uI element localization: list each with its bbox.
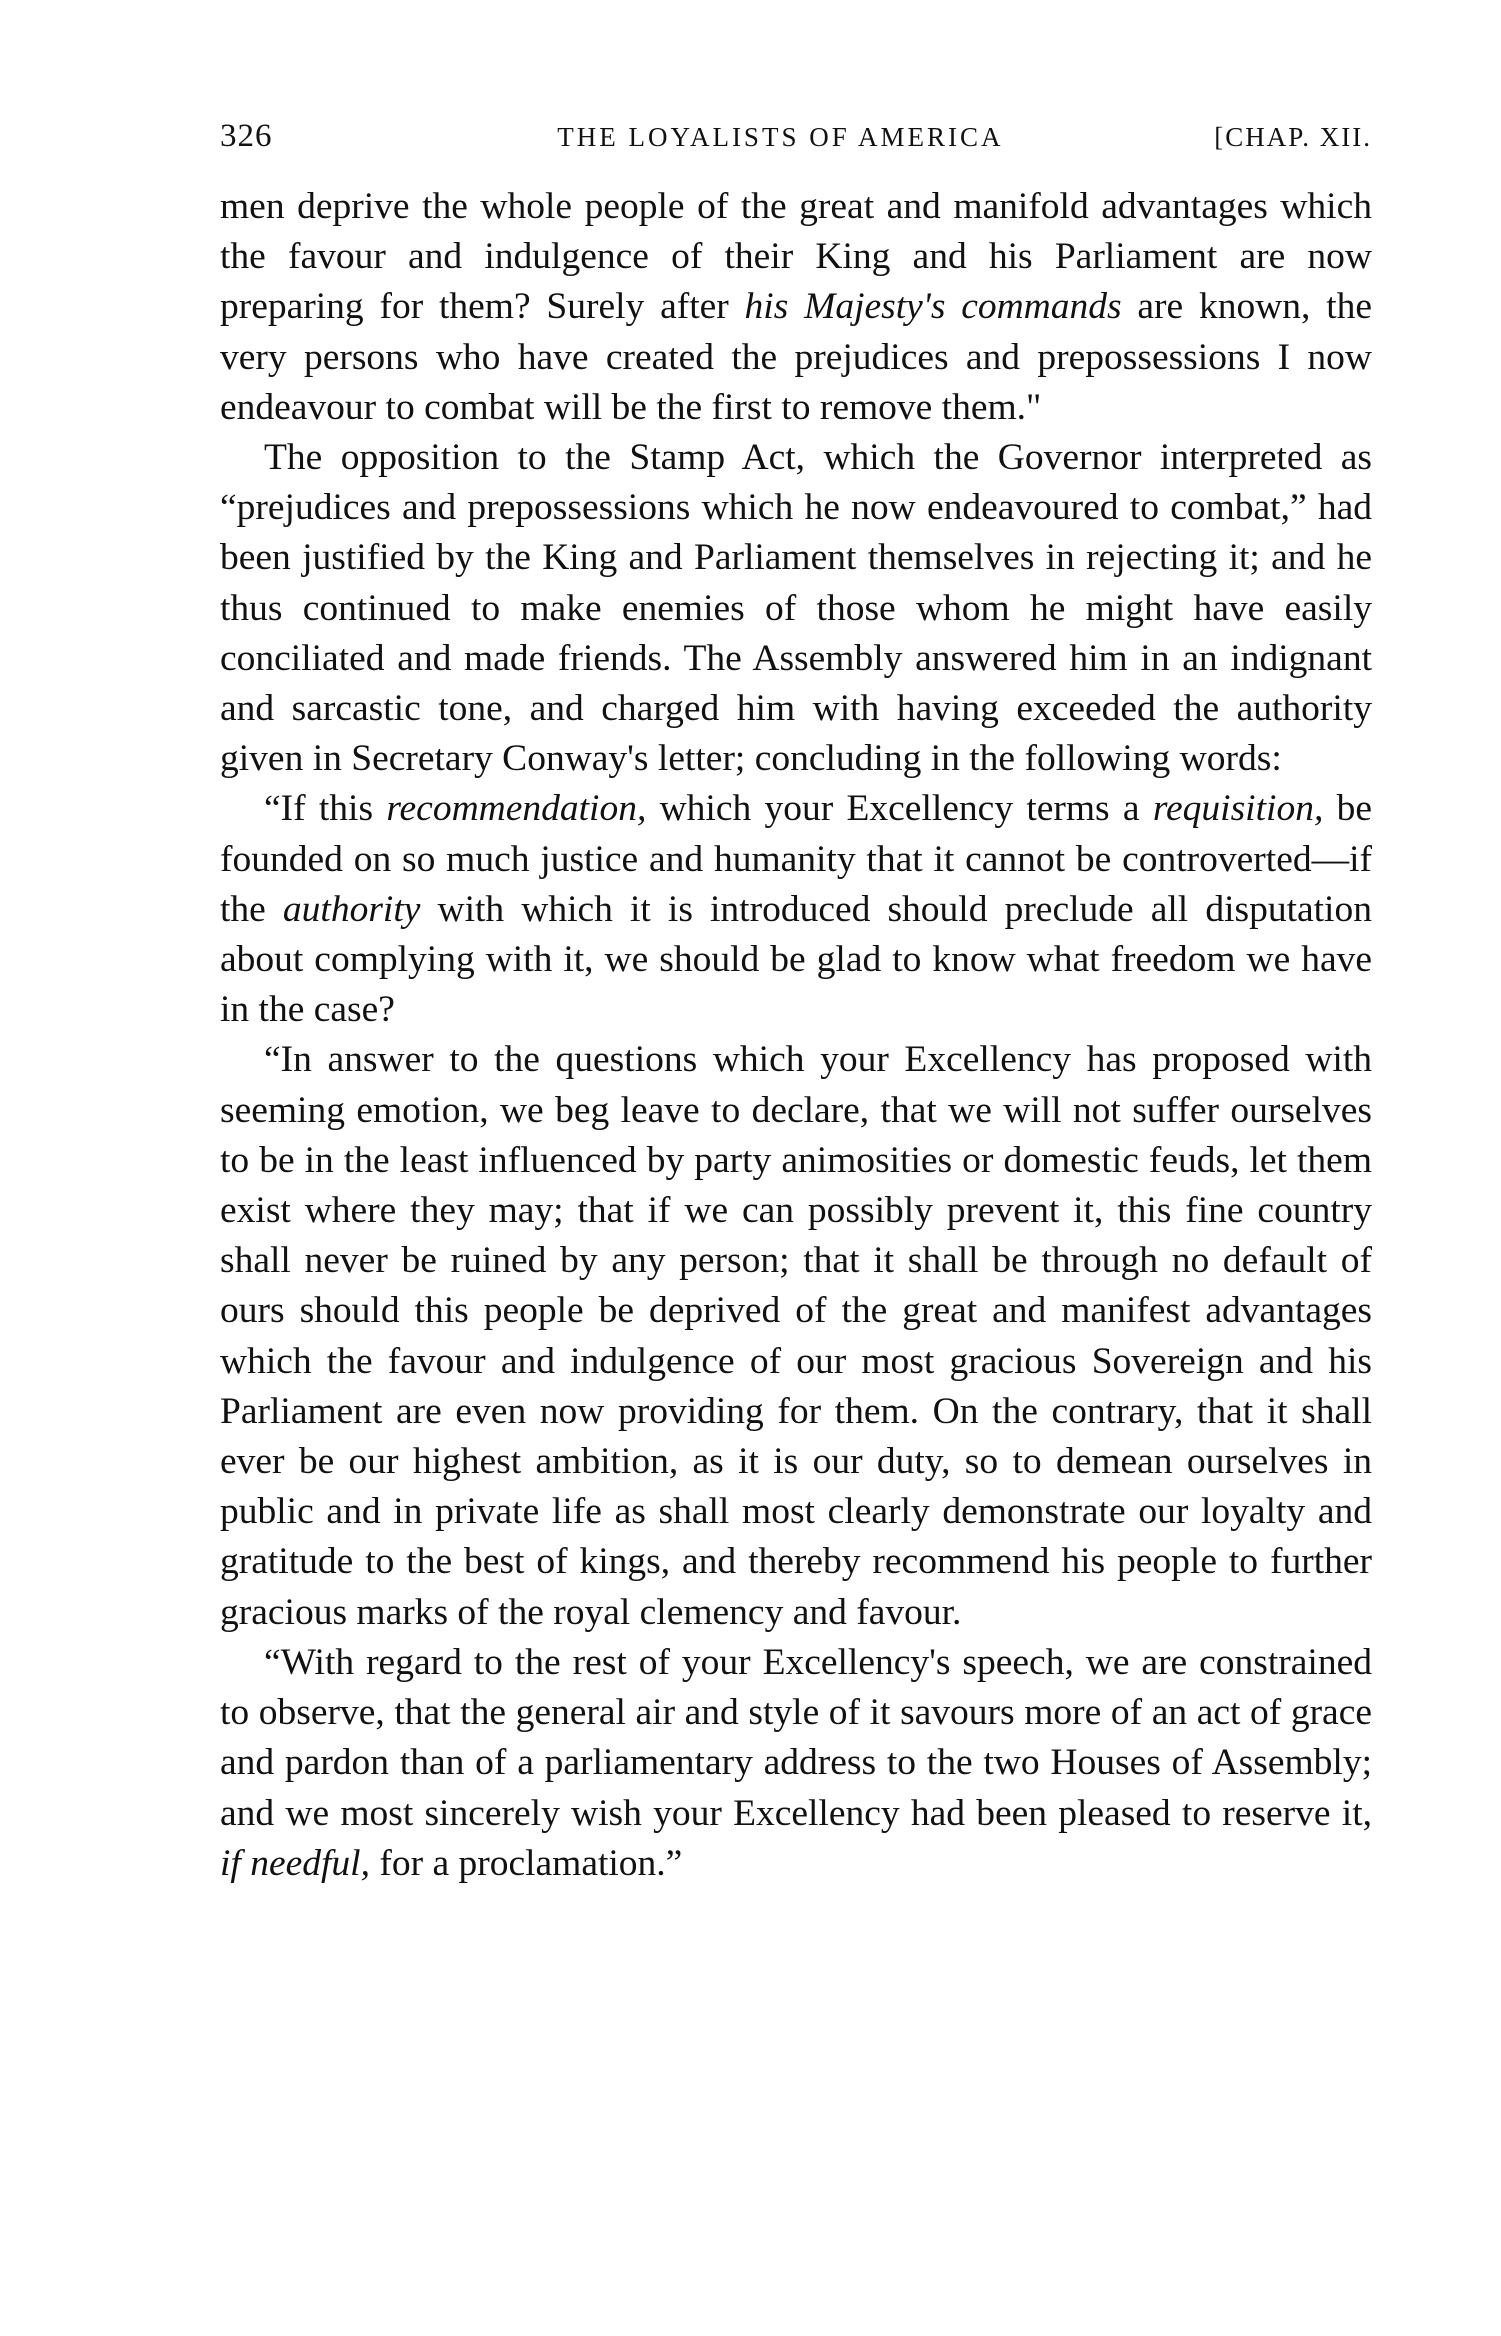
italic-segment: recommendation, — [386, 788, 647, 830]
text-segment: which your Excellency terms a — [646, 788, 1153, 830]
paragraph-answer-quote — [220, 1035, 1372, 1637]
text-segment: for a proclamation.” — [369, 1842, 683, 1884]
body-text — [220, 182, 1372, 1889]
chapter-label: [CHAP. XII. — [1214, 122, 1372, 152]
italic-segment: if needful, — [220, 1842, 370, 1884]
text-segment: men deprive the whole people of the great and manifold advantages which the favour and indulgence of their King and his Parliament are now preparing for them? Surely after — [220, 186, 1372, 328]
italic-segment: authority — [282, 888, 421, 930]
italic-segment: requisition, — [1152, 788, 1324, 830]
book-title: THE LOYALISTS OF AMERICA — [557, 122, 1004, 152]
text-segment: “With regard to the rest of your Excellency's speech, we are constrained to observe, that the general air and style of it savours more of an act of grace and pardon than of a parliamentary address to the two Houses of Assembly; and we most sincerely wish your Excellency had been pleased to reserve it, — [220, 1641, 1372, 1834]
page-number: 326 — [220, 118, 273, 154]
text-segment: The opposition to the Stamp Act, which the Governor interpreted as “prejudices and prepossessions which he now endeavoured to combat,” had been justified by the King and Parliament themselves in rejecting it; and he thus continued to make enemies of those whom he might have easily conciliated and made friends. The Assembly answered him in an indignant and sarcastic tone, and charged him with having exceeded the authority given in Secretary Conway's letter; concluding in the following words: — [220, 437, 1372, 780]
italic-segment: his Majesty's commands — [744, 286, 1122, 328]
paragraph-closing-quote — [220, 1638, 1372, 1889]
text-segment: “In answer to the questions which your Excellency has proposed with seeming emotion, we beg leave to declare, that we will not suffer ourselves to be in the least influenced by party animosities or domestic feuds, let them exist where they may; that if we can possibly prevent it, this fine country shall never be ruined by any person; that it shall be through no default of ours should this people be deprived of the great and manifest advantages which the favour and indulgence of our most gracious Sovereign and his Parliament are even now providing for them. On the contrary, that it shall ever be our highest ambition, as it is our duty, so to demean ourselves in public and in private life as shall most clearly demonstrate our loyalty and gratitude to the best of kings, and thereby recommend his people to further gracious marks of the royal clemency and favour. — [220, 1039, 1372, 1633]
paragraph-stamp-act — [220, 433, 1372, 784]
book-page — [220, 118, 1372, 1889]
running-head — [220, 118, 1372, 162]
paragraph-recommendation-quote — [220, 784, 1372, 1035]
text-segment: “If this — [264, 788, 387, 830]
text-segment: be founded on so much justice and humanity that it cannot be controverted—if the — [220, 788, 1372, 930]
paragraph-continued-quote — [220, 182, 1372, 433]
text-segment: are known, the very persons who have created the prejudices and prepossessions I now endeavour to combat will be the first to remove them." — [220, 286, 1373, 428]
text-segment: with which it is introduced should preclude all disputation about complying with it, we should be glad to know what freedom we have in the case? — [220, 888, 1372, 1031]
